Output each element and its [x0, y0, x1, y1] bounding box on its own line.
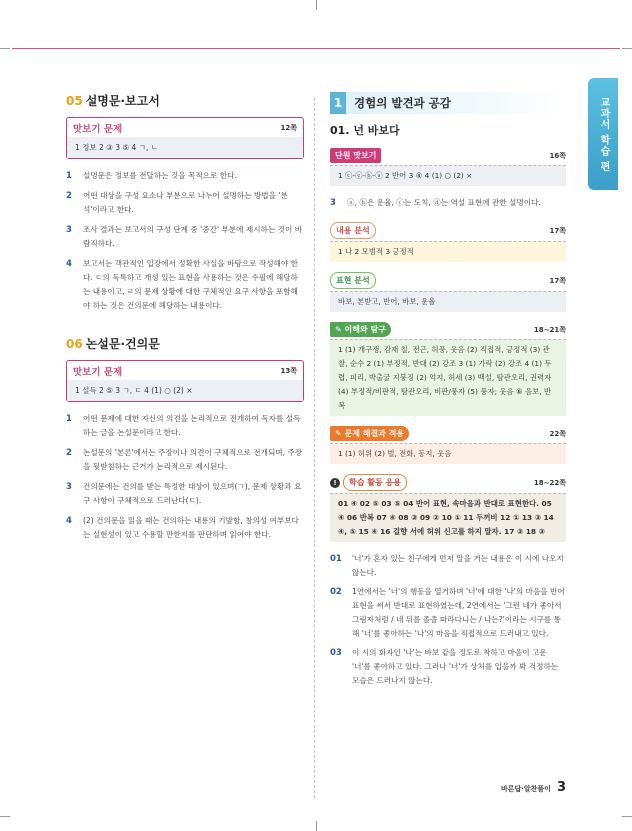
explanation-item: [330, 585, 566, 641]
item-number: 3: [66, 482, 72, 492]
preview-answers: 1 설득 2 ⑤ 3 ㄱ, ㄷ 4 (1) ○ (2) ×: [67, 380, 303, 401]
item-number: 4: [66, 259, 72, 269]
block-header: [330, 148, 566, 163]
section-number: 06: [66, 337, 83, 351]
block-header: [330, 222, 566, 239]
item-number: 01: [330, 554, 342, 564]
item-number: 3: [66, 225, 72, 235]
explanation-item: [330, 196, 566, 210]
tag-problem-solving: ✎ 문제 해결과 적용: [330, 426, 409, 441]
page-reference: 18~21쪽: [533, 325, 566, 334]
answer-box: 1 ⓒ-ⓔ-ⓑ-ⓐ 2 반어 3 ④ 4 (1) ○ (2) ×: [330, 165, 566, 186]
explanation-item: [330, 552, 566, 580]
info-icon: !: [330, 478, 340, 488]
tag-understanding-inquiry: ✎ 이해와 탐구: [330, 322, 391, 337]
page-reference: 17쪽: [549, 276, 566, 285]
item-number: 1: [66, 414, 72, 424]
lesson-title: 01. 넌 바보다: [330, 124, 400, 137]
item-number: 2: [66, 448, 72, 458]
preview-label: 맛보기 문제: [73, 124, 123, 135]
page-reference: 22쪽: [549, 429, 566, 438]
crop-mark: [316, 821, 317, 831]
section-number: 05: [66, 94, 83, 108]
explanation-list: [66, 412, 304, 542]
explanation-item: [66, 223, 304, 251]
column-divider: [314, 98, 315, 798]
section-title: 설명문·보고서: [85, 94, 160, 108]
section-heading: [66, 335, 304, 352]
side-tab-label: 교과서 학습 편: [598, 96, 609, 172]
page-reference: 18~22쪽: [533, 478, 566, 487]
item-text: 어떤 대상을 구성 요소나 부분으로 나누어 설명하는 방법을 '분석'이라고 한다.: [83, 191, 288, 214]
explanation-list: [330, 552, 566, 688]
item-text: 건의문에는 건의를 받는 특정한 대상이 있으며(ㄱ), 문제 상황과 요구 사항이 구체적으로 드러난다(ㄷ).: [83, 482, 302, 505]
crop-mark: [0, 816, 10, 817]
right-column: [330, 92, 566, 693]
section-title: 논설문·건의문: [85, 337, 160, 351]
explanation-item: [66, 412, 304, 440]
answer-box: 1 (1) 허위 (2) 벌, 전화, 동지, 웃음: [330, 443, 566, 464]
item-number: 1: [66, 171, 72, 181]
preview-answers: 1 정보 2 ③ 3 ⑤ 4 ㄱ, ㄴ: [67, 137, 303, 158]
item-text: 1연에서는 '너'의 행동을 열거하며 '너'에 대한 '나'의 마음을 반어 표현을 써서 반대로 표현하였는데, 2연에서는 '그런 네가 좋아서 그림자처럼 / 네 뒤를 졸졸 따라다니는 / 나는?'이라는 시구를 통해 '너'를 좋아하는 '나'의 마음을 직접적으로 드러내고 있다.: [352, 587, 565, 638]
block-header: [330, 322, 566, 337]
page-reference: 12쪽: [280, 124, 297, 132]
item-text: '너'가 혼자 있는 친구에게 먼저 말을 거는 내용은 이 시에 나오지 않는다.: [352, 554, 564, 577]
item-number: 02: [330, 587, 342, 597]
tag-learning-activity: 학습 활동 응용: [343, 474, 407, 491]
page-number: 3: [556, 780, 566, 795]
explanation-item: [66, 257, 304, 313]
item-text: (2) 건의문을 읽을 때는 건의하는 내용의 기발함, 창의성 여부보다는 실현성이 있고 수용할 만한지를 판단하며 읽어야 한다.: [83, 516, 299, 539]
item-number: 3: [330, 198, 336, 208]
item-number: 03: [330, 648, 342, 658]
page-reference: 17쪽: [549, 226, 566, 235]
block-header: [330, 474, 566, 491]
section-heading: [66, 92, 304, 109]
side-index-tab: [588, 78, 618, 190]
explanation-item: [66, 169, 304, 183]
answer-box: 바보, 본받고, 반어, 바보, 운율: [330, 291, 566, 312]
left-column: [66, 92, 304, 548]
item-text: 논설문의 '본론'에서는 주장이나 의견이 구체적으로 전개되며, 주장을 뒷받침하는 근거가 논리적으로 제시된다.: [83, 448, 303, 471]
block-header: [330, 426, 566, 441]
answer-box: 1 나 2 모범적 3 긍정적: [330, 241, 566, 262]
unit-number: 1: [330, 92, 346, 114]
item-text: 설명문은 정보를 전달하는 것을 목적으로 한다.: [83, 171, 237, 180]
page-reference: 16쪽: [549, 151, 566, 160]
preview-label: 맛보기 문제: [73, 367, 123, 378]
preview-problem-box: [66, 117, 304, 159]
explanation-item: [66, 446, 304, 474]
tag-content-analysis: 내용 분석: [330, 222, 376, 239]
page-reference: 13쪽: [280, 367, 297, 375]
explanation-item: [330, 646, 566, 688]
learning-activity-label: [330, 474, 407, 491]
block-header: [330, 272, 566, 289]
footer-title: 바른답·알찬풀이: [500, 785, 551, 793]
unit-title: 경험의 발견과 공감: [346, 92, 566, 114]
unit-header: [330, 92, 566, 114]
answer-box: 01 ④ 02 ⑤ 03 ⑤ 04 반어 표현, 속마음과 반대로 표현한다. 05 ④ 06 반복 07 ④ 08 ③ 09 ② 10 ① 11 두꺼비 12 ① 13 ③ 14 ④, ⑤ 15 ④ 16 걸향 서에 허위 신고를 하지 말자. 17 ③ 18 ③: [330, 493, 566, 542]
item-text: ⓐ, ⓑ은 운율, ⓒ는 도치, ⓓ는 역설 표현에 관한 설명이다.: [347, 198, 541, 207]
item-number: 4: [66, 516, 72, 526]
explanation-list: [66, 169, 304, 313]
explanation-item: [66, 480, 304, 508]
preview-problem-box: [66, 360, 304, 402]
item-text: 어떤 문제에 대한 자신의 의견을 논리적으로 전개하여 독자를 설득하는 글을 논설문이라고 한다.: [83, 414, 301, 437]
item-text: 조사 결과는 보고서의 구성 단계 중 '중간' 부분에 제시하는 것이 바람직하다.: [83, 225, 303, 248]
crop-mark: [622, 816, 632, 817]
crop-mark: [622, 48, 632, 49]
explanation-item: [66, 514, 304, 542]
item-number: 2: [66, 191, 72, 201]
explanation-item: [66, 189, 304, 217]
tag-expression-analysis: 표현 분석: [330, 272, 376, 289]
answer-box: 1 (1) 개구쟁, 감재 칠, 전근, 허풍, 웃음 (2) 직접적, 긍정적 (3) 관찰, 순수 2 (1) 부정적, 반대 (2) 강조 3 (1) 가락 (2) 강조 4 (1) 두렵, 피리, 박출굴 지붕징 (2) 억지, 허세 (3) 백설, 탐관오리, 권력자 (4) 부정적/비판적, 탐관오리, 비판/풍자 (5) 풍자; 웃음 ⑥ 음보, 반복: [330, 339, 566, 416]
crop-mark: [316, 0, 317, 10]
item-text: 보고서는 객관적인 입장에서 정확한 사실을 바탕으로 작성해야 한다. ㄷ의 독특하고 개성 있는 표현을 사용하는 것은 수필에 해당하는 내용이고, ㄹ의 문제 상황에 대한 구체적인 요구 사항을 포함해야 하는 것은 건의문에 해당하는 내용이다.: [83, 259, 298, 310]
page-footer: [501, 780, 566, 795]
tag-unit-preview: 단원 맛보기: [330, 148, 381, 163]
item-text: 이 시의 화자인 '나'는 바보 같을 정도로 착하고 마음이 고운 '너'를 좋아하고 있다. 그러나 '너'가 상처를 입을까 봐 걱정하는 모습은 드러나지 않는다.: [352, 648, 559, 685]
crop-mark: [0, 48, 10, 49]
